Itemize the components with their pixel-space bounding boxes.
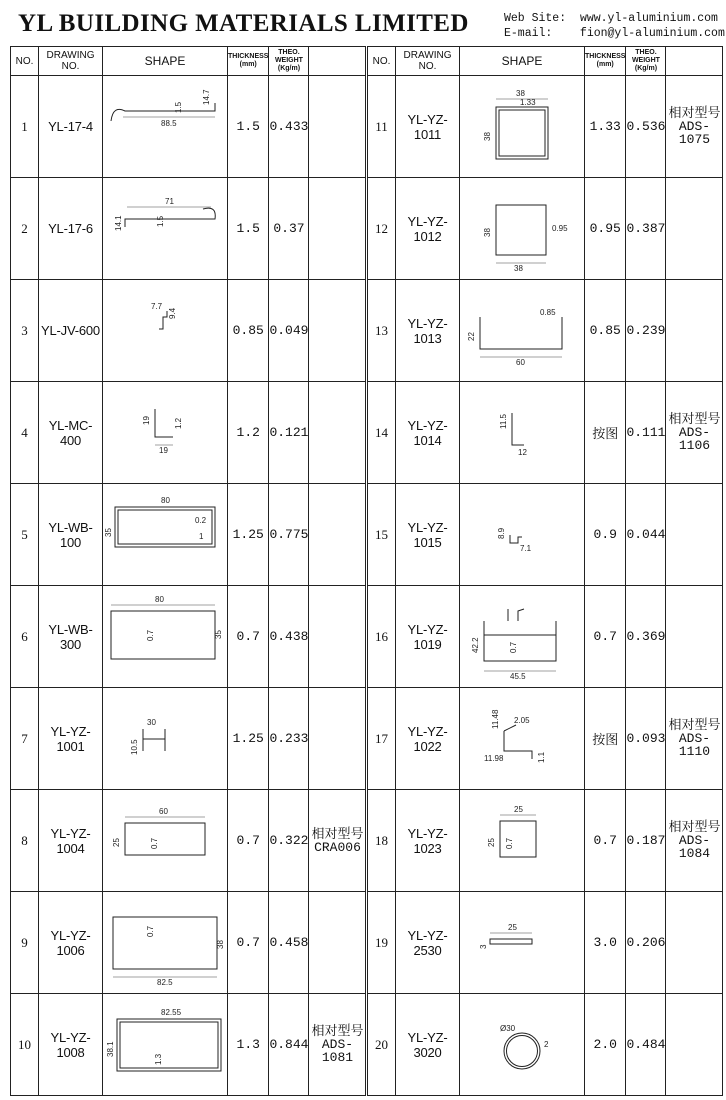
table-row: [11, 280, 366, 382]
dimension-label: 14.1: [114, 214, 123, 231]
row-number: 18: [368, 790, 396, 892]
profile-sketch: [460, 485, 584, 585]
table-row: [368, 586, 723, 688]
table-header-left: [11, 47, 366, 76]
thickness-value: 1.25: [228, 484, 269, 586]
profile-sketch: [103, 689, 227, 789]
thickness-value: 2.0: [585, 994, 626, 1096]
col-weight: [626, 47, 666, 76]
table-row: [11, 382, 366, 484]
reference-model: [309, 178, 366, 280]
reference-model: [309, 382, 366, 484]
profile-sketch: [103, 485, 227, 585]
dimension-label: 25: [112, 837, 121, 847]
table-row: [368, 688, 723, 790]
dimension-label: 11.98: [484, 753, 504, 763]
thickness-value: 0.7: [585, 586, 626, 688]
col-thickness: [228, 47, 269, 76]
table-row: [368, 994, 723, 1096]
weight-value: 0.044: [626, 484, 666, 586]
table-row: [11, 484, 366, 586]
profile-sketch: [103, 77, 227, 177]
shape-drawing: [460, 790, 585, 892]
row-number: 14: [368, 382, 396, 484]
thickness-unit: (mm): [596, 61, 614, 68]
dimension-label: 71: [165, 196, 174, 206]
row-number: 7: [11, 688, 39, 790]
weight-value: 0.239: [626, 280, 666, 382]
drawing-number: YL-YZ-1001: [39, 688, 103, 790]
reference-model: [666, 586, 723, 688]
drawing-number: YL-YZ-1004: [39, 790, 103, 892]
profile-sketch: [460, 791, 584, 891]
dimension-label: 7.7: [151, 301, 163, 311]
reference-model: [309, 586, 366, 688]
shape-drawing: [103, 484, 228, 586]
col-no: NO.: [368, 47, 396, 76]
dimension-label: 0.95: [552, 223, 568, 233]
weight-value: 0.844: [269, 994, 309, 1096]
dimension-label: 2.05: [514, 715, 530, 725]
drawing-number: YL-YZ-1006: [39, 892, 103, 994]
shape-drawing: [460, 688, 585, 790]
dimension-label: 11.5: [499, 413, 508, 429]
weight-value: 0.206: [626, 892, 666, 994]
reference-label: 相对型号: [668, 412, 721, 427]
shape-drawing: [460, 586, 585, 688]
drawing-number: YL-JV-600: [39, 280, 103, 382]
catalog-table-right: [367, 46, 723, 1096]
reference-model: [309, 994, 366, 1096]
dimension-label: 25: [514, 804, 523, 814]
weight-value: 0.187: [626, 790, 666, 892]
row-number: 8: [11, 790, 39, 892]
thickness-value: 1.33: [585, 76, 626, 178]
profile-sketch: [460, 179, 584, 279]
shape-drawing: [460, 382, 585, 484]
reference-code: CRA006: [314, 839, 361, 855]
profile-sketch: [103, 791, 227, 891]
reference-model: [666, 178, 723, 280]
reference-model: [309, 280, 366, 382]
profile-sketch: [460, 893, 584, 993]
reference-label: 相对型号: [668, 820, 721, 835]
reference-model: [666, 790, 723, 892]
dimension-label: 22: [467, 331, 476, 341]
dimension-label: 19: [142, 415, 151, 425]
profile-sketch: [103, 587, 227, 687]
col-thickness: [585, 47, 626, 76]
table-row: [11, 586, 366, 688]
dimension-label: 10.5: [130, 738, 139, 755]
dimension-label: 0.7: [509, 641, 518, 653]
table-row: [11, 76, 366, 178]
reference-code: ADS-1075: [678, 119, 711, 147]
dimension-label: 0.85: [540, 307, 556, 317]
shape-drawing: [103, 790, 228, 892]
drawing-number: YL-17-4: [39, 76, 103, 178]
weight-value: 0.121: [269, 382, 309, 484]
drawing-number: YL-YZ-2530: [396, 892, 460, 994]
weight-value: 0.775: [269, 484, 309, 586]
reference-model: [309, 892, 366, 994]
weight-value: 0.458: [269, 892, 309, 994]
weight-value: 0.536: [626, 76, 666, 178]
table-row: [368, 790, 723, 892]
reference-model: [666, 280, 723, 382]
table-row: [11, 688, 366, 790]
row-number: 10: [11, 994, 39, 1096]
website-link[interactable]: www.yl-aluminium.com: [579, 12, 718, 25]
col-weight: [269, 47, 309, 76]
thickness-unit: (mm): [239, 61, 257, 68]
reference-model: [309, 688, 366, 790]
reference-label: 相对型号: [668, 718, 721, 733]
reference-model: [666, 688, 723, 790]
dimension-label: 1.1: [537, 751, 546, 763]
table-row: [368, 76, 723, 178]
thickness-value: 1.3: [228, 994, 269, 1096]
weight-label: THEO. WEIGHT: [274, 49, 303, 64]
dimension-label: 42.2: [471, 636, 480, 653]
profile-sketch: [460, 77, 584, 177]
reference-code: ADS-1084: [678, 833, 711, 861]
dimension-label: 0.7: [505, 837, 514, 849]
drawing-number: YL-WB-300: [39, 586, 103, 688]
drawing-number: YL-YZ-1013: [396, 280, 460, 382]
shape-drawing: [460, 994, 585, 1096]
weight-value: 0.484: [626, 994, 666, 1096]
shape-drawing: [460, 280, 585, 382]
dimension-label: 12: [518, 447, 527, 457]
drawing-number: YL-YZ-1008: [39, 994, 103, 1096]
col-note: [309, 47, 366, 76]
weight-unit: (Kg/m): [277, 65, 301, 72]
reference-model: [666, 484, 723, 586]
thickness-value: 0.7: [228, 586, 269, 688]
dimension-label: 38: [516, 88, 525, 98]
reference-label: 相对型号: [311, 826, 364, 842]
dimension-label: 3: [479, 944, 488, 949]
email-link[interactable]: fion@yl-aluminium.com: [579, 27, 725, 40]
thickness-value: 0.95: [585, 178, 626, 280]
thickness-value: 按图: [585, 382, 626, 484]
thickness-value: 0.7: [228, 790, 269, 892]
dimension-label: 19: [159, 445, 168, 455]
row-number: 4: [11, 382, 39, 484]
drawing-number: YL-YZ-1012: [396, 178, 460, 280]
drawing-number: YL-YZ-3020: [396, 994, 460, 1096]
row-number: 1: [11, 76, 39, 178]
reference-model: [666, 76, 723, 178]
dimension-label: Ø30: [500, 1023, 516, 1033]
dimension-label: 1.3: [154, 1053, 163, 1065]
profile-sketch: [103, 281, 227, 381]
dimension-label: 8.9: [497, 527, 506, 539]
drawing-number: YL-YZ-1022: [396, 688, 460, 790]
weight-value: 0.433: [269, 76, 309, 178]
shape-drawing: [103, 76, 228, 178]
thickness-value: 0.85: [585, 280, 626, 382]
row-number: 17: [368, 688, 396, 790]
drawing-number: YL-17-6: [39, 178, 103, 280]
reference-model: [309, 790, 366, 892]
profile-sketch: [460, 689, 584, 789]
profile-sketch: [460, 281, 584, 381]
reference-model: [666, 892, 723, 994]
col-shape: SHAPE: [103, 47, 228, 76]
thickness-value: 3.0: [585, 892, 626, 994]
row-number: 16: [368, 586, 396, 688]
profile-sketch: [460, 587, 584, 687]
dimension-label: 0.7: [146, 925, 155, 937]
row-number: 2: [11, 178, 39, 280]
contact-info: [504, 11, 725, 41]
dimension-label: 2: [544, 1039, 549, 1049]
shape-drawing: [460, 892, 585, 994]
thickness-value: 按图: [585, 688, 626, 790]
shape-drawing: [103, 178, 228, 280]
catalog-table-left: [10, 46, 366, 1096]
col-drawing-no: DRAWING NO.: [39, 47, 103, 76]
drawing-number: YL-YZ-1011: [396, 76, 460, 178]
table-row: [11, 994, 366, 1096]
dimension-label: 35: [104, 527, 113, 537]
reference-model: [309, 484, 366, 586]
thickness-value: 1.25: [228, 688, 269, 790]
weight-value: 0.37: [269, 178, 309, 280]
dimension-label: 25: [487, 837, 496, 847]
dimension-label: 60: [159, 806, 168, 816]
reference-model: [309, 76, 366, 178]
dimension-label: 35: [214, 629, 223, 639]
thickness-value: 0.7: [228, 892, 269, 994]
dimension-label: 82.55: [161, 1007, 182, 1017]
row-number: 12: [368, 178, 396, 280]
dimension-label: 80: [161, 495, 170, 505]
shape-drawing: [103, 382, 228, 484]
weight-value: 0.233: [269, 688, 309, 790]
row-number: 19: [368, 892, 396, 994]
drawing-number: YL-MC-400: [39, 382, 103, 484]
reference-code: ADS-1106: [678, 425, 711, 453]
dimension-label: 1.5: [174, 101, 183, 113]
col-drawing-no: DRAWING NO.: [396, 47, 460, 76]
dimension-label: 1.33: [520, 97, 536, 107]
thickness-label: THICKNESS: [585, 53, 626, 60]
web-label: Web Site:: [504, 12, 567, 25]
table-row: [368, 484, 723, 586]
dimension-label: 7.1: [520, 543, 532, 553]
col-shape: SHAPE: [460, 47, 585, 76]
weight-unit: (Kg/m): [634, 65, 658, 72]
drawing-number: YL-YZ-1019: [396, 586, 460, 688]
dimension-label: 0.7: [150, 837, 159, 849]
profile-sketch: [103, 179, 227, 279]
col-no: NO.: [11, 47, 39, 76]
col-note: [666, 47, 723, 76]
row-number: 15: [368, 484, 396, 586]
table-row: [11, 178, 366, 280]
table-row: [368, 892, 723, 994]
dimension-label: 30: [147, 717, 156, 727]
dimension-label: 38: [483, 227, 492, 237]
weight-value: 0.049: [269, 280, 309, 382]
dimension-label: 38: [483, 131, 492, 141]
thickness-value: 0.7: [585, 790, 626, 892]
reference-model: [666, 994, 723, 1096]
drawing-number: YL-YZ-1014: [396, 382, 460, 484]
thickness-value: 1.5: [228, 178, 269, 280]
shape-drawing: [103, 280, 228, 382]
row-number: 11: [368, 76, 396, 178]
dimension-label: 45.5: [510, 671, 526, 681]
profile-sketch: [460, 995, 584, 1095]
reference-model: [666, 382, 723, 484]
table-row: [11, 892, 366, 994]
weight-value: 0.369: [626, 586, 666, 688]
row-number: 20: [368, 994, 396, 1096]
row-number: 5: [11, 484, 39, 586]
thickness-value: 0.9: [585, 484, 626, 586]
shape-drawing: [460, 76, 585, 178]
reference-label: 相对型号: [668, 106, 721, 121]
dimension-label: 25: [508, 922, 517, 932]
dimension-label: 60: [516, 357, 525, 367]
shape-drawing: [103, 892, 228, 994]
dimension-label: 38: [216, 939, 225, 949]
row-number: 3: [11, 280, 39, 382]
shape-drawing: [103, 586, 228, 688]
row-number: 9: [11, 892, 39, 994]
profile-sketch: [103, 383, 227, 483]
thickness-label: THICKNESS: [228, 53, 269, 60]
weight-label: THEO. WEIGHT: [631, 49, 660, 64]
dimension-label: 80: [155, 594, 164, 604]
table-row: [368, 382, 723, 484]
dimension-label: 14.7: [202, 88, 211, 105]
drawing-number: YL-YZ-1015: [396, 484, 460, 586]
thickness-value: 1.5: [228, 76, 269, 178]
dimension-label: 38: [514, 263, 523, 273]
dimension-label: 0.7: [146, 629, 155, 641]
email-label: E-mail:: [504, 27, 553, 40]
dimension-label: 82.5: [157, 977, 173, 987]
table-row: [368, 280, 723, 382]
reference-code: ADS-1081: [321, 1037, 354, 1065]
reference-label: 相对型号: [311, 1024, 364, 1039]
drawing-number: YL-WB-100: [39, 484, 103, 586]
table-row: [368, 178, 723, 280]
reference-code: ADS-1110: [678, 731, 711, 759]
dimension-label: 9.4: [168, 307, 177, 319]
weight-value: 0.111: [626, 382, 666, 484]
company-title: YL BUILDING MATERIALS LIMITED: [18, 10, 469, 37]
thickness-value: 0.85: [228, 280, 269, 382]
dimension-label: 0.2: [195, 515, 207, 525]
table-header-right: [368, 47, 723, 76]
weight-value: 0.387: [626, 178, 666, 280]
shape-drawing: [103, 688, 228, 790]
drawing-number: YL-YZ-1023: [396, 790, 460, 892]
weight-value: 0.438: [269, 586, 309, 688]
dimension-label: 11.48: [491, 709, 500, 729]
weight-value: 0.322: [269, 790, 309, 892]
row-number: 13: [368, 280, 396, 382]
thickness-value: 1.2: [228, 382, 269, 484]
profile-sketch: [460, 383, 584, 483]
table-row: [11, 790, 366, 892]
row-number: 6: [11, 586, 39, 688]
profile-sketch: [103, 893, 227, 993]
dimension-label: 38.1: [106, 1040, 115, 1057]
dimension-label: 1: [199, 531, 204, 541]
dimension-label: 1.5: [156, 215, 165, 227]
dimension-label: 1.2: [174, 417, 183, 429]
shape-drawing: [460, 484, 585, 586]
shape-drawing: [103, 994, 228, 1096]
weight-value: 0.093: [626, 688, 666, 790]
shape-drawing: [460, 178, 585, 280]
dimension-label: 88.5: [161, 118, 177, 128]
profile-sketch: [103, 995, 227, 1095]
